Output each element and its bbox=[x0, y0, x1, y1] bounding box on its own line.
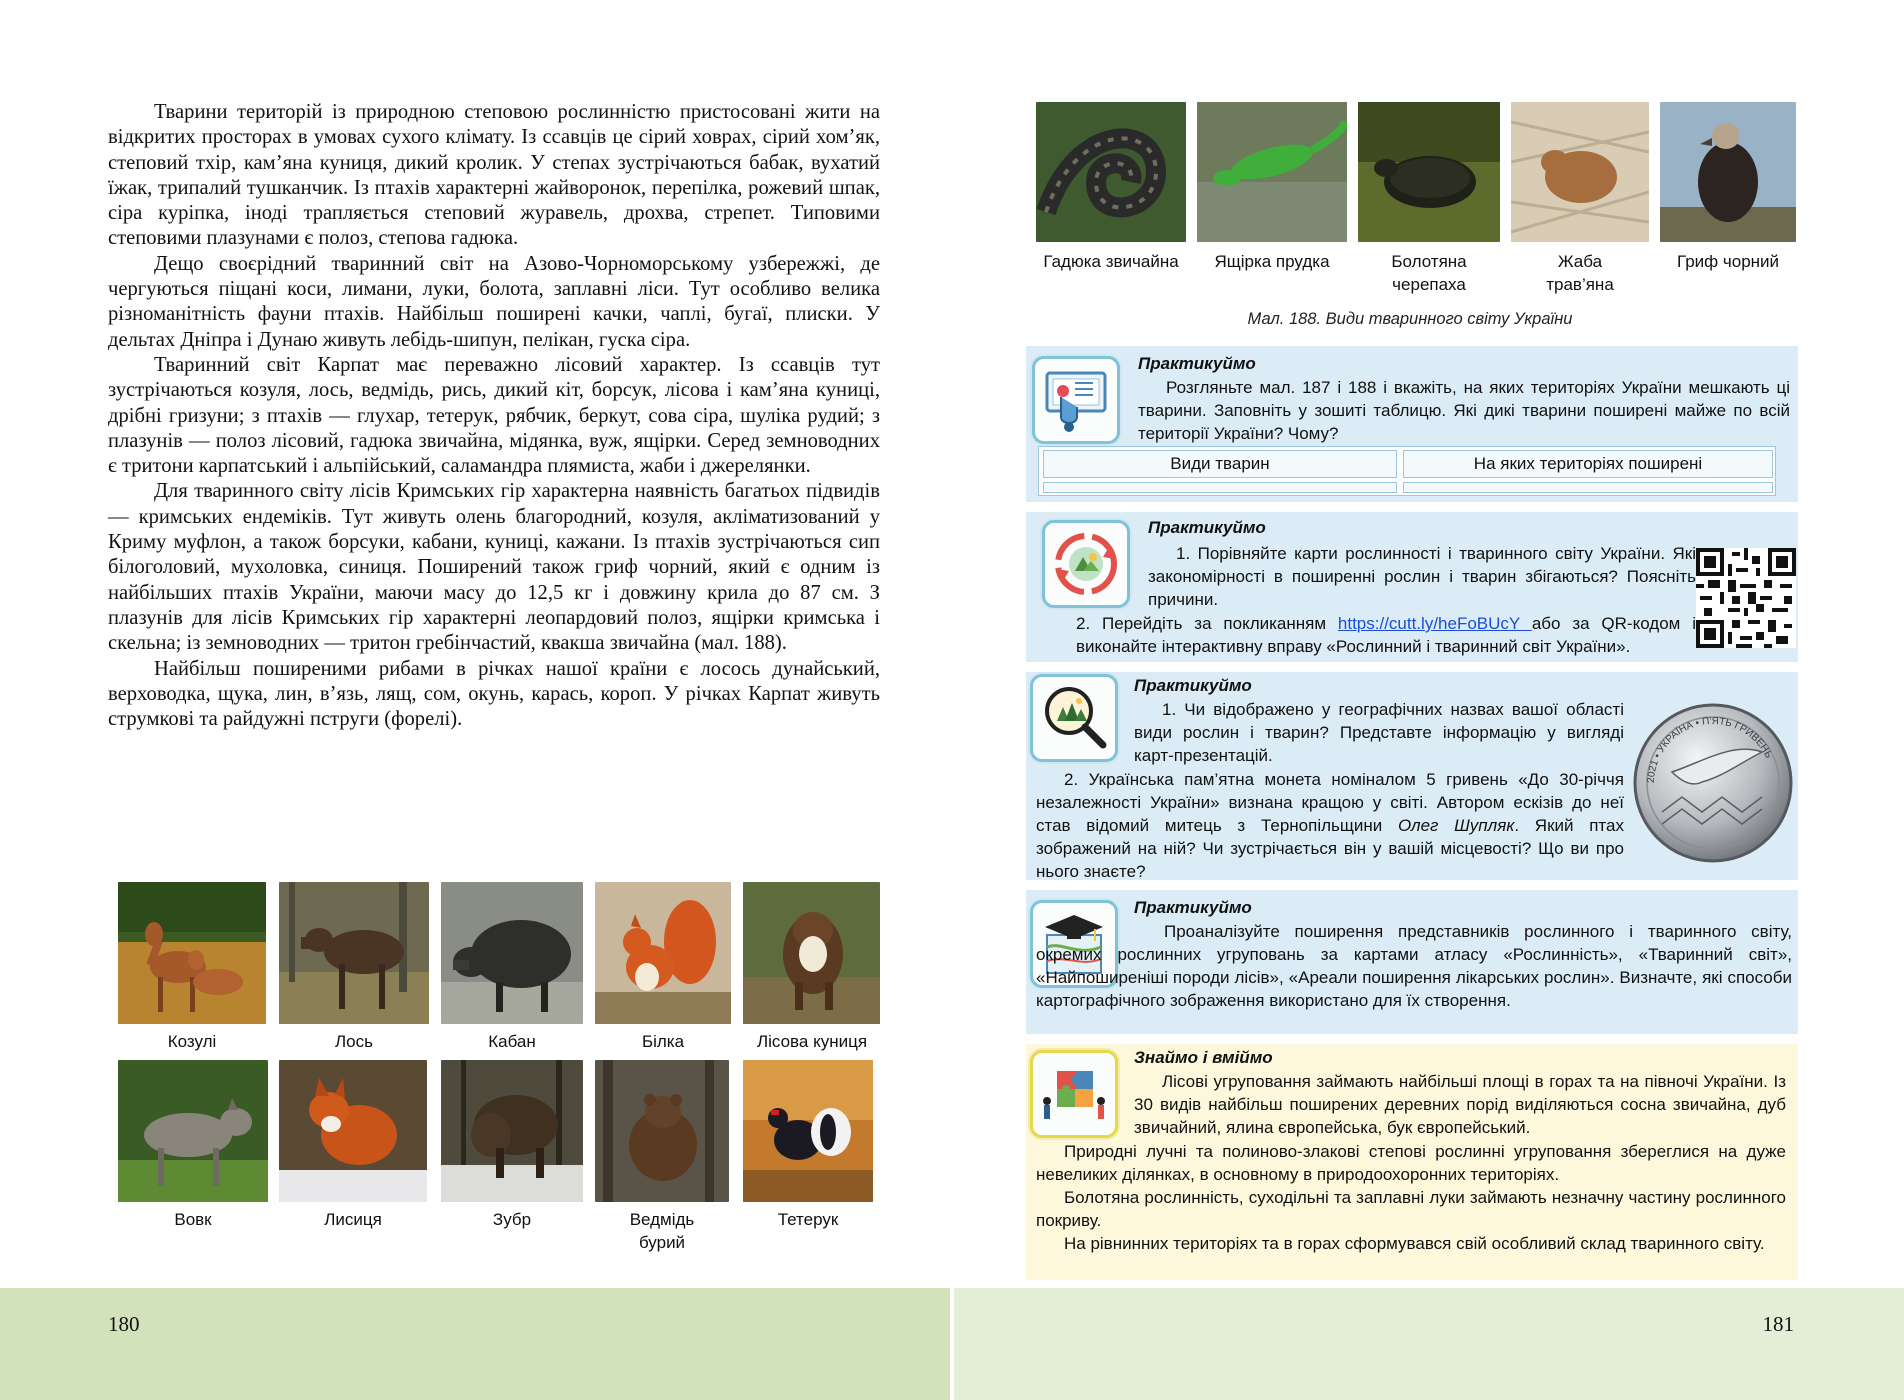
caption-wolf: Вовк bbox=[174, 1210, 212, 1229]
practice-box-3-item-2 bbox=[1036, 768, 1624, 883]
left-page-number: 180 bbox=[108, 1312, 140, 1336]
practice-box-3-item-2-after: . Який птах зображений на ній? Чи зустрічається він у вашій місцевості? Що ви про нього знаєте? bbox=[1036, 816, 1624, 881]
practice-box-3-item-1-text: 1. Чи відображено у географічних назвах вашої області види рослин і тварин? Представте інформацію у вигляді карт-презентацій. bbox=[1134, 700, 1624, 765]
photo-pond-turtle bbox=[1358, 102, 1500, 242]
coin-inscription: 2021 • УКРАЇНА • П'ЯТЬ ГРИВЕНЬ bbox=[1645, 715, 1775, 784]
practice-box-4-text-content: Проаналізуйте поширення представників рослинного і тваринного світу, окремих рослинних угруповань за картами атласу «Рослинність», «Тваринний світ», «Найпоширеніші породи лісів», «Ареали поширення лікарських рослин». Визначте, які способи картографічного зображення використано для їх створення. bbox=[1036, 922, 1792, 1010]
practice-box-1-text bbox=[1138, 376, 1790, 445]
know-and-can-p1 bbox=[1134, 1070, 1786, 1139]
photo-pine-marten bbox=[743, 882, 880, 1024]
know-and-can-p4 bbox=[1036, 1232, 1786, 1255]
caption-bison: Зубр bbox=[492, 1210, 532, 1229]
left-page-body-text bbox=[108, 100, 880, 732]
caption-pond-turtle: Болотяна черепаха bbox=[1391, 252, 1467, 294]
animals-table bbox=[1038, 446, 1776, 496]
know-and-can-p1-text: Лісові угруповання займають найбільші площі в горах та на півночі України. Із 30 видів найбільш поширених деревних порід виділяються сосна звичайна, дуб звичайний, ялина європейська, бук європейський. bbox=[1134, 1072, 1786, 1137]
know-and-can-box bbox=[1026, 1044, 1798, 1280]
photo-wild-boar bbox=[441, 882, 583, 1024]
photo-common-frog bbox=[1511, 102, 1649, 242]
paragraph-crimean-mountains: Для тваринного світу лісів Кримських гір характерна наявність багатьох підвидів — кримських ендеміків. Тут живуть олень благородний, козуля, акліматизований у Криму муфлон, а також борсуки, кабани, куниці, кажани. Із птахів зустрічаються сип білоголовий, мухоловка, синиця. Поширений також гриф чорний, який є одним із найбільших птахів України, маючи масу до 12,5 кг і довжину крила до 87 см. З плазунів для лісів Кримських гір характерні леопардовий полоз, ящірки кримська і скельна; із земноводних — тритон гребінчастий, квакша звичайна (мал. 188). bbox=[108, 480, 880, 655]
puzzle-people-icon bbox=[1030, 1050, 1118, 1138]
right-page-number: 181 bbox=[1762, 1312, 1794, 1336]
photo-cinereous-vulture bbox=[1660, 102, 1796, 242]
practice-box-3-item-2-before: 2. Українська пам’ятна монета номіналом 5 гривень «До 30-річчя незалежності України» визнана кращою у світі. Автором ескізів до неї став відомий митець з Тернопільщини bbox=[1036, 770, 1624, 835]
know-and-can-p3-text: Болотяна рослинність, суходільні та заплавні луки займають незначну частину рослинного покриву. bbox=[1036, 1188, 1786, 1230]
paragraph-steppe: Тварини територій із природною степовою рослинністю пристосовані жити на відкритих просторах в умовах сухого клімату. Із ссавців це сірий ховрах, сірий хом’як, степовий тхір, кам’яна куниця, дикий кролик. У степах зустрічаються бабак, вухатий їжак, трипалий тушканчик. Із птахів характерні жайворонок, перепілка, рожевий шпак, сіра куріпка, іноді трапляється степовий журавель, дрохва, стрепет. Типовими степовими плазунами є полоз, степова гадюка. bbox=[108, 101, 880, 250]
photo-bison bbox=[441, 1060, 583, 1202]
practice-box-3 bbox=[1026, 672, 1798, 880]
caption-black-grouse: Тетерук bbox=[777, 1210, 839, 1229]
paragraph-fish: Найбільш поширеними рибами в річках нашої країни є лосось дунайський, верховодка, щука, лин, в’язь, лящ, сом, окунь, карась, короп. У річках Карпат живуть струмкові та райдужні пструги (форелі). bbox=[108, 657, 880, 731]
paragraph-carpathians: Тваринний світ Карпат має переважно лісовий характер. Із ссавців тут зустрічаються козуля, лось, ведмідь, рись, дикий кіт, борсук, лісова і кам’яна куниці, дрібні гризуни; з птахів — глухар, тетерук, рябчик, беркут, сова сіра, шуліка рудий; з плазунів — полоз лісовий, гадюка звичайна, мідянка, вуж, ящірки. Серед земноводних є тритони карпатський і альпійський, саламандра плямиста, жаби і джерелянки. bbox=[108, 353, 880, 478]
artist-name: Олег Шупляк bbox=[1397, 816, 1515, 835]
caption-brown-bear: Ведмідь бурий bbox=[629, 1210, 695, 1252]
computer-touch-icon bbox=[1032, 356, 1120, 444]
photo-adder bbox=[1036, 102, 1186, 242]
practice-box-2-title: Практикуймо bbox=[1148, 518, 1266, 537]
left-page bbox=[0, 0, 950, 1400]
caption-wild-boar: Кабан bbox=[488, 1032, 536, 1051]
practice-box-2-item-2 bbox=[1076, 612, 1696, 658]
caption-adder: Гадюка звичайна bbox=[1043, 252, 1179, 271]
table-cell-empty-2 bbox=[1403, 482, 1773, 493]
table-header-territories: На яких територіях поширені bbox=[1403, 450, 1773, 478]
left-page-footer bbox=[0, 1288, 950, 1400]
commemorative-coin bbox=[1632, 702, 1794, 864]
practice-box-1-text-content: Розгляньте мал. 187 і 188 і вкажіть, на яких територіях України мешкають ці тварини. Заповніть у зошиті таблицю. Які дикі тварини поширені майже по всій території України? Чому? bbox=[1138, 378, 1790, 443]
practice-box-2-item-2-after: або за QR-кодом і виконайте інтерактивну вправу «Рослинний і тваринний світ України». bbox=[1076, 614, 1696, 656]
photo-roe-deer bbox=[118, 882, 266, 1024]
photo-squirrel bbox=[595, 882, 731, 1024]
cycle-nature-icon bbox=[1042, 520, 1130, 608]
practice-box-3-item-1 bbox=[1134, 698, 1624, 767]
paragraph-azov-black-sea: Дещо своєрідний тваринний світ на Азово-Чорноморському узбережжі, де чергуються піщані коси, лимани, луки, болота, заплавні ліси. Тут особливо велика різноманітність фауни птахів. Найбільш поширені качки, чаплі, бугаї, плиски. У дельтах Дніпра і Дунаю живуть лебідь-шипун, пелікан, гуска сіра. bbox=[108, 252, 880, 351]
photo-sand-lizard bbox=[1197, 102, 1347, 242]
practice-box-1 bbox=[1026, 346, 1798, 502]
table-cell-empty-1 bbox=[1043, 482, 1397, 493]
caption-fox: Лисиця bbox=[324, 1210, 382, 1229]
photo-wolf bbox=[118, 1060, 268, 1202]
practice-box-2-item-1-text: 1. Порівняйте карти рослинності і тваринного світу України. Які закономірності в поширенні рослин і тварин збігаються? Поясніть причини. bbox=[1148, 544, 1696, 609]
know-and-can-p4-text: На рівнинних територіях та в горах сформувався свій особливий склад тваринного світу. bbox=[1064, 1234, 1765, 1253]
interactive-exercise-link[interactable]: https://cutt.ly/heFoBUcY bbox=[1337, 614, 1532, 633]
caption-cinereous-vulture: Гриф чорний bbox=[1676, 252, 1780, 271]
practice-box-2-item-2-before: 2. Перейдіть за покликанням bbox=[1076, 614, 1338, 633]
table-header-species: Види тварин bbox=[1043, 450, 1397, 478]
right-page-footer bbox=[954, 1288, 1904, 1400]
practice-box-2-item-1 bbox=[1148, 542, 1696, 611]
caption-squirrel: Білка bbox=[641, 1032, 685, 1051]
know-and-can-p2-text: Природні лучні та полиново-злакові степові рослинні угруповання збереглися на дуже невеликих ділянках, в основному в природоохоронних територіях. bbox=[1036, 1142, 1786, 1184]
photo-moose bbox=[279, 882, 429, 1024]
practice-box-4-title: Практикуймо bbox=[1134, 898, 1252, 917]
know-and-can-title: Знаймо і вміймо bbox=[1134, 1048, 1273, 1067]
practice-box-1-title: Практикуймо bbox=[1138, 354, 1256, 373]
practice-box-2 bbox=[1026, 512, 1798, 662]
photo-fox bbox=[279, 1060, 427, 1202]
photo-brown-bear bbox=[595, 1060, 729, 1202]
figure-188-caption: Мал. 188. Види тваринного світу України bbox=[1247, 310, 1573, 328]
caption-common-frog: Жаба трав’яна bbox=[1546, 252, 1614, 294]
magnifier-forest-icon bbox=[1030, 674, 1118, 762]
photo-black-grouse bbox=[743, 1060, 873, 1202]
practice-box-4-text bbox=[1036, 920, 1792, 1012]
caption-pine-marten: Лісова куниця bbox=[756, 1032, 868, 1051]
caption-sand-lizard: Ящірка прудка bbox=[1214, 252, 1330, 271]
know-and-can-p3 bbox=[1036, 1186, 1786, 1232]
caption-roe-deer: Козулі bbox=[167, 1032, 217, 1051]
qr-code[interactable] bbox=[1696, 548, 1796, 648]
practice-box-4 bbox=[1026, 890, 1798, 1034]
practice-box-3-title: Практикуймо bbox=[1134, 676, 1252, 695]
caption-moose: Лось bbox=[335, 1032, 373, 1051]
know-and-can-p2 bbox=[1036, 1140, 1786, 1186]
